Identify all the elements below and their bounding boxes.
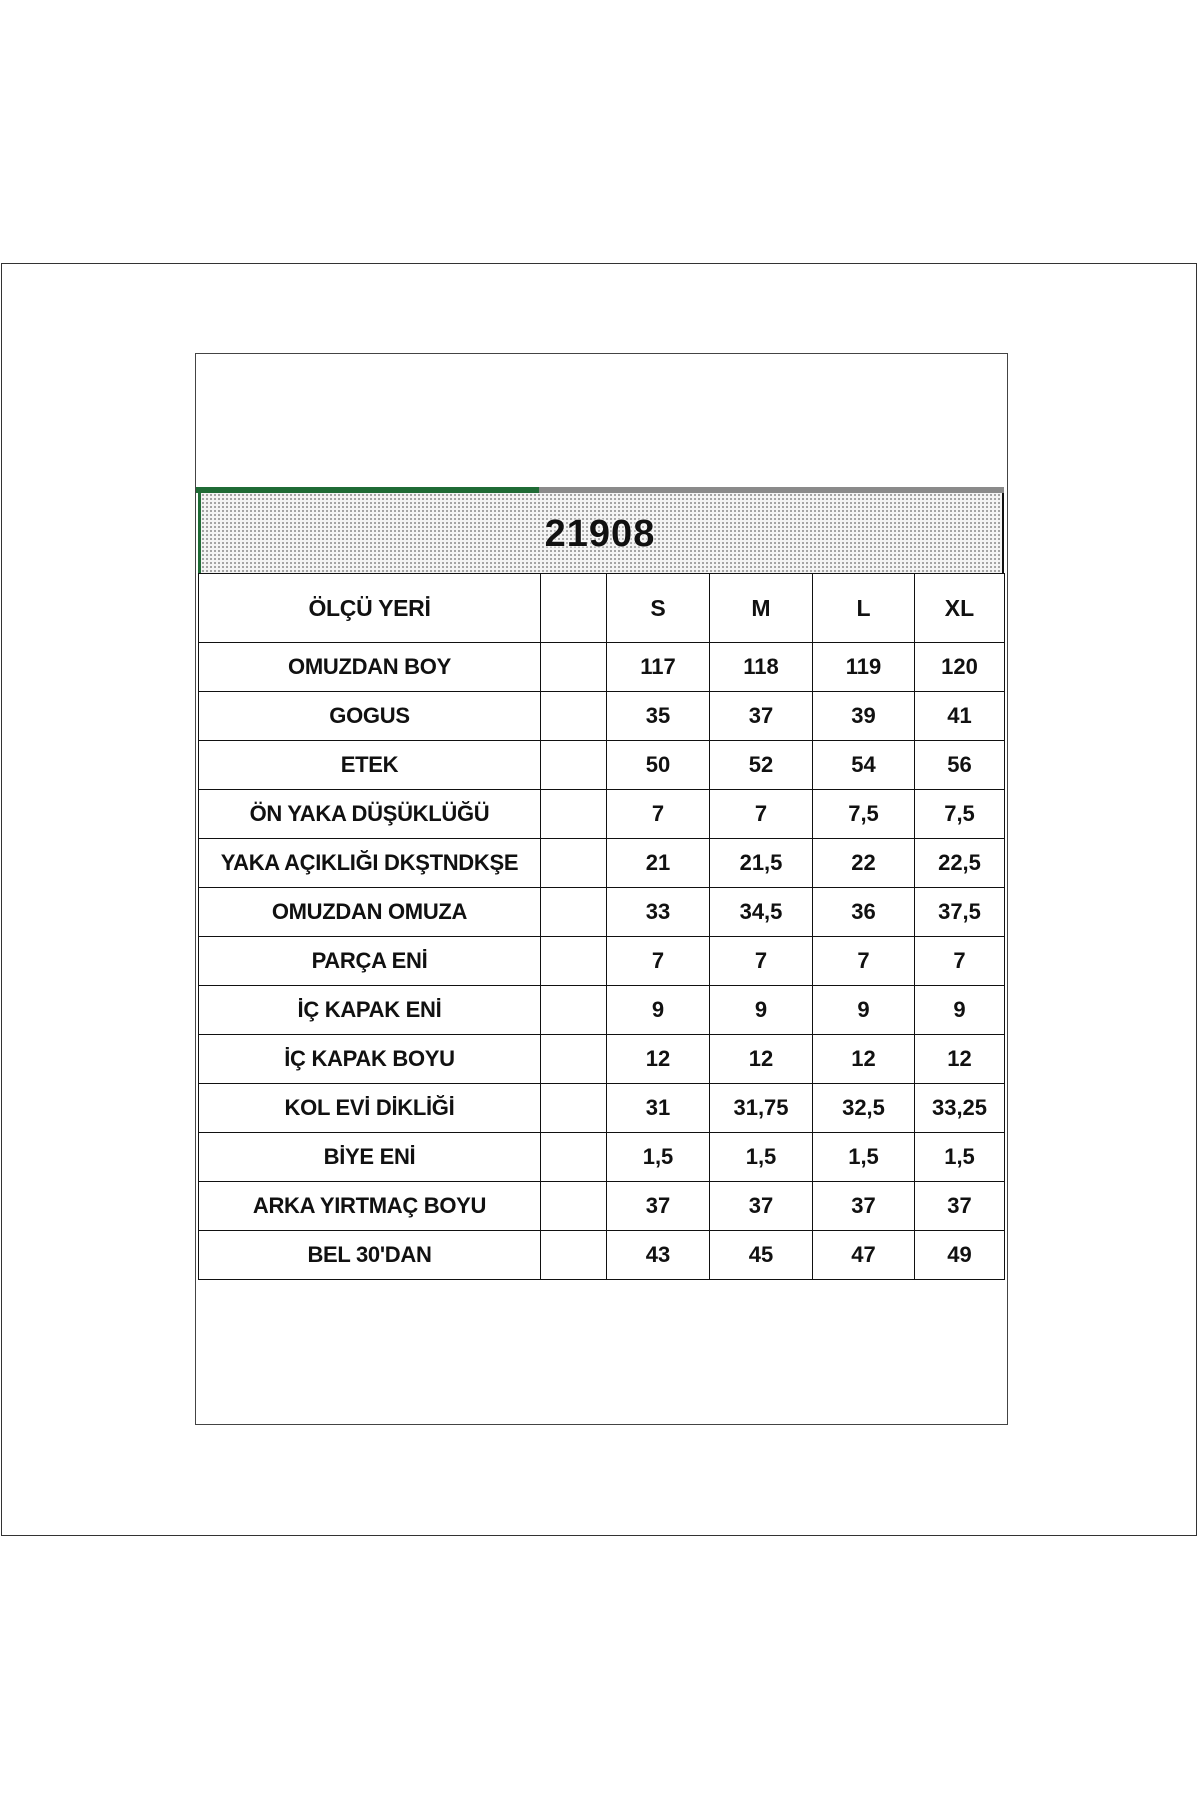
header-size-s: S [607, 574, 710, 643]
value-cell-xl: 56 [915, 741, 1005, 790]
value-cell-xl: 37,5 [915, 888, 1005, 937]
row-blank-cell [541, 643, 607, 692]
value-cell-m: 52 [710, 741, 813, 790]
table-header-row [199, 574, 1005, 643]
row-blank-cell [541, 741, 607, 790]
page-title: 21908 [544, 513, 656, 555]
table-row [199, 839, 1005, 888]
table-row [199, 692, 1005, 741]
value-cell-l: 47 [813, 1231, 915, 1280]
value-cell-l: 119 [813, 643, 915, 692]
value-cell-xl: 7,5 [915, 790, 1005, 839]
header-size-m: M [710, 574, 813, 643]
table-row [199, 937, 1005, 986]
value-cell-m: 7 [710, 937, 813, 986]
value-cell-xl: 7 [915, 937, 1005, 986]
value-cell-s: 7 [607, 790, 710, 839]
value-cell-m: 45 [710, 1231, 813, 1280]
value-cell-m: 9 [710, 986, 813, 1035]
value-cell-l: 1,5 [813, 1133, 915, 1182]
row-blank-cell [541, 1084, 607, 1133]
table-row [199, 1182, 1005, 1231]
table-row [199, 888, 1005, 937]
value-cell-s: 7 [607, 937, 710, 986]
value-cell-s: 117 [607, 643, 710, 692]
value-cell-xl: 22,5 [915, 839, 1005, 888]
value-cell-l: 36 [813, 888, 915, 937]
value-cell-xl: 37 [915, 1182, 1005, 1231]
row-label-cell: ÖN YAKA DÜŞÜKLÜĞÜ [199, 790, 541, 839]
value-cell-xl: 9 [915, 986, 1005, 1035]
value-cell-xl: 12 [915, 1035, 1005, 1084]
value-cell-m: 12 [710, 1035, 813, 1084]
value-cell-s: 1,5 [607, 1133, 710, 1182]
row-label-cell: BİYE ENİ [199, 1133, 541, 1182]
row-label-cell: OMUZDAN BOY [199, 643, 541, 692]
value-cell-s: 31 [607, 1084, 710, 1133]
value-cell-l: 22 [813, 839, 915, 888]
table-row [199, 1035, 1005, 1084]
row-label-cell: YAKA AÇIKLIĞI DKŞTNDKŞE [199, 839, 541, 888]
row-label-cell: ARKA YIRTMAÇ BOYU [199, 1182, 541, 1231]
value-cell-s: 43 [607, 1231, 710, 1280]
value-cell-l: 32,5 [813, 1084, 915, 1133]
value-cell-m: 7 [710, 790, 813, 839]
row-label-cell: İÇ KAPAK BOYU [199, 1035, 541, 1084]
value-cell-xl: 1,5 [915, 1133, 1005, 1182]
value-cell-l: 12 [813, 1035, 915, 1084]
row-blank-cell [541, 839, 607, 888]
value-cell-xl: 49 [915, 1231, 1005, 1280]
header-blank-cell [541, 574, 607, 643]
value-cell-m: 118 [710, 643, 813, 692]
value-cell-m: 37 [710, 1182, 813, 1231]
row-blank-cell [541, 692, 607, 741]
value-cell-xl: 120 [915, 643, 1005, 692]
value-cell-l: 39 [813, 692, 915, 741]
value-cell-l: 7,5 [813, 790, 915, 839]
value-cell-xl: 33,25 [915, 1084, 1005, 1133]
row-label-cell: GOGUS [199, 692, 541, 741]
value-cell-s: 21 [607, 839, 710, 888]
row-label-cell: OMUZDAN OMUZA [199, 888, 541, 937]
row-label-cell: İÇ KAPAK ENİ [199, 986, 541, 1035]
row-blank-cell [541, 1182, 607, 1231]
value-cell-xl: 41 [915, 692, 1005, 741]
value-cell-m: 37 [710, 692, 813, 741]
header-size-xl: XL [915, 574, 1005, 643]
value-cell-l: 9 [813, 986, 915, 1035]
value-cell-s: 33 [607, 888, 710, 937]
value-cell-m: 34,5 [710, 888, 813, 937]
row-blank-cell [541, 888, 607, 937]
row-label-cell: ETEK [199, 741, 541, 790]
value-cell-m: 31,75 [710, 1084, 813, 1133]
row-blank-cell [541, 1133, 607, 1182]
row-blank-cell [541, 1231, 607, 1280]
row-label-cell: BEL 30'DAN [199, 1231, 541, 1280]
row-blank-cell [541, 986, 607, 1035]
table-row [199, 1084, 1005, 1133]
table-row [199, 1133, 1005, 1182]
value-cell-l: 37 [813, 1182, 915, 1231]
header-label-cell: ÖLÇÜ YERİ [199, 574, 541, 643]
value-cell-l: 7 [813, 937, 915, 986]
value-cell-s: 50 [607, 741, 710, 790]
table-row [199, 741, 1005, 790]
table-row [199, 643, 1005, 692]
value-cell-s: 12 [607, 1035, 710, 1084]
row-label-cell: KOL EVİ DİKLİĞİ [199, 1084, 541, 1133]
value-cell-s: 9 [607, 986, 710, 1035]
row-blank-cell [541, 1035, 607, 1084]
value-cell-m: 1,5 [710, 1133, 813, 1182]
row-label-cell: PARÇA ENİ [199, 937, 541, 986]
row-blank-cell [541, 937, 607, 986]
table-row [199, 790, 1005, 839]
value-cell-l: 54 [813, 741, 915, 790]
value-cell-s: 35 [607, 692, 710, 741]
value-cell-m: 21,5 [710, 839, 813, 888]
table-row [199, 1231, 1005, 1280]
value-cell-s: 37 [607, 1182, 710, 1231]
table-row [199, 986, 1005, 1035]
size-table [198, 573, 1005, 1280]
row-blank-cell [541, 790, 607, 839]
header-size-l: L [813, 574, 915, 643]
